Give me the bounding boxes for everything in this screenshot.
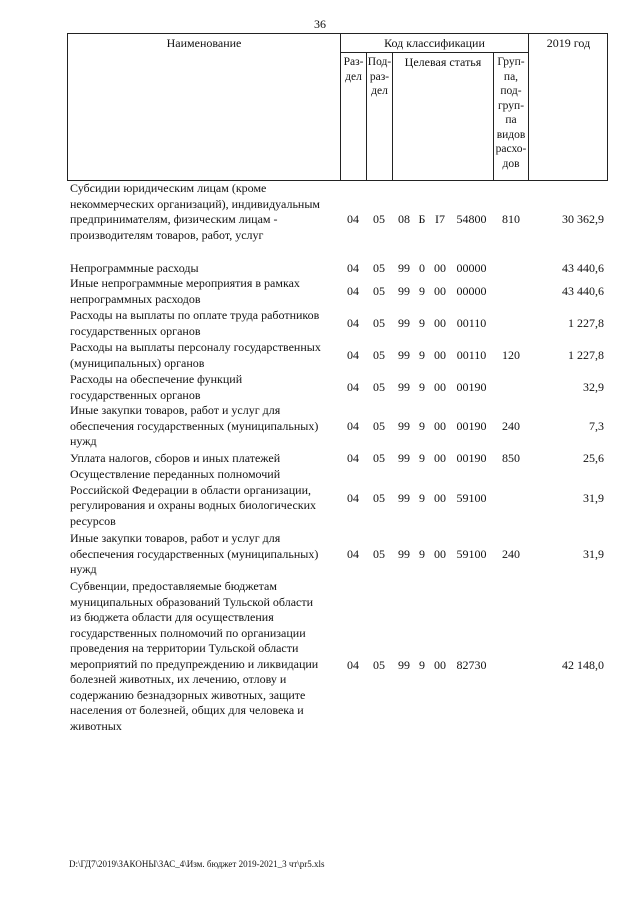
row-subsection: 05	[373, 316, 385, 330]
row-subsection: 05	[373, 419, 385, 433]
row-name: Субвенции, предоставляемые бюджетам муниципальных образований Тульской области из бюджета области для осуществления государственных полномочий по организации проведения на территории Тульской области мероприятий по предупреждению и ликвидации болезней животных, их лечению, отлову и содержанию безнадзорных животных, защите населения от болезней, общих для человека и животных	[70, 579, 319, 733]
row-amount: 31,9	[583, 491, 604, 505]
column-header-section: Раз- дел	[343, 56, 364, 83]
row-name: Непрограммные расходы	[70, 261, 199, 275]
row-target-direction: 00	[434, 380, 446, 394]
row-section: 04	[347, 547, 359, 561]
row-name: Уплата налогов, сборов и иных платежей	[70, 451, 281, 465]
row-target-code: 00110	[456, 348, 487, 362]
row-target-direction: 00	[434, 547, 446, 561]
row-amount: 43 440,6	[562, 261, 604, 275]
row-subsection: 05	[373, 348, 385, 362]
row-name: Иные закупки товаров, работ и услуг для обеспечения государственных (муниципальных) нужд	[70, 403, 319, 448]
row-section: 04	[347, 658, 359, 672]
row-target-subprogram: 9	[419, 284, 425, 298]
row-amount: 31,9	[583, 547, 604, 561]
row-target-code: 00110	[456, 316, 487, 330]
row-target-program: 99	[398, 380, 410, 394]
row-amount: 1 227,8	[568, 316, 604, 330]
row-subsection: 05	[373, 212, 385, 226]
row-target-program: 99	[398, 348, 410, 362]
row-target-code: 59100	[456, 491, 487, 505]
row-target-program: 99	[398, 491, 410, 505]
row-target-subprogram: 0	[419, 261, 425, 275]
row-section: 04	[347, 348, 359, 362]
row-amount: 42 148,0	[562, 658, 604, 672]
row-name: Расходы на выплаты по оплате труда работников государственных органов	[70, 308, 320, 338]
row-target-code: 00190	[456, 451, 487, 465]
row-expense-type: 850	[502, 451, 520, 465]
row-expense-type: 240	[502, 419, 520, 433]
row-expense-type: 120	[502, 348, 520, 362]
row-target-program: 99	[398, 547, 410, 561]
row-target-subprogram: 9	[419, 419, 425, 433]
row-target-direction: 00	[434, 451, 446, 465]
row-section: 04	[347, 451, 359, 465]
row-target-code: 00190	[456, 380, 487, 394]
row-expense-type: 240	[502, 547, 520, 561]
row-subsection: 05	[373, 451, 385, 465]
file-path-footer: D:\ГД7\2019\ЗАКОНЫ\ЗАС_4\Изм. бюджет 2019-2021_3 чт\pr5.xls	[69, 859, 325, 869]
row-name: Субсидии юридическим лицам (кроме некоммерческих организаций), индивидуальным предпринимателям, физическим лицам - производителям товаров, работ, услуг	[70, 181, 320, 242]
row-name: Иные непрограммные мероприятия в рамках непрограммных расходов	[70, 276, 300, 306]
row-target-subprogram: 9	[419, 451, 425, 465]
column-header-target-article: Целевая статья	[404, 55, 482, 69]
row-target-direction: 00	[434, 419, 446, 433]
row-name: Осуществление переданных полномочий Российской Федерации в области организации, регулирования и охраны водных биологических ресурсов	[70, 467, 317, 528]
row-target-direction: 00	[434, 284, 446, 298]
row-section: 04	[347, 380, 359, 394]
row-target-subprogram: 9	[419, 658, 425, 672]
column-header-year: 2019 год	[546, 36, 591, 50]
row-amount: 25,6	[583, 451, 604, 465]
row-section: 04	[347, 284, 359, 298]
row-target-code: 82730	[456, 658, 487, 672]
row-amount: 30 362,9	[562, 212, 604, 226]
row-target-program: 99	[398, 261, 410, 275]
row-target-program: 08	[398, 212, 410, 226]
row-amount: 7,3	[589, 419, 604, 433]
row-target-program: 99	[398, 419, 410, 433]
row-target-direction: 00	[434, 658, 446, 672]
row-target-subprogram: 9	[419, 348, 425, 362]
row-target-subprogram: 9	[419, 380, 425, 394]
column-header-name: Наименование	[166, 36, 242, 50]
row-subsection: 05	[373, 547, 385, 561]
row-target-subprogram: Б	[418, 212, 426, 226]
row-section: 04	[347, 261, 359, 275]
row-amount: 43 440,6	[562, 284, 604, 298]
row-target-code: 59100	[456, 547, 487, 561]
row-target-code: 00000	[456, 261, 487, 275]
row-target-direction: 00	[434, 491, 446, 505]
row-target-code: 00000	[456, 284, 487, 298]
row-expense-type: 810	[502, 212, 520, 226]
row-section: 04	[347, 212, 359, 226]
column-header-group: Груп- па, под- груп- па видов расхо- дов	[495, 56, 527, 170]
row-name: Расходы на обеспечение функций государственных органов	[70, 372, 243, 402]
row-subsection: 05	[373, 658, 385, 672]
row-target-subprogram: 9	[419, 316, 425, 330]
row-target-program: 99	[398, 658, 410, 672]
row-section: 04	[347, 491, 359, 505]
row-target-direction: 00	[434, 348, 446, 362]
row-subsection: 05	[373, 380, 385, 394]
row-amount: 1 227,8	[568, 348, 604, 362]
row-target-direction: I7	[435, 212, 445, 226]
row-section: 04	[347, 419, 359, 433]
row-target-program: 99	[398, 284, 410, 298]
row-section: 04	[347, 316, 359, 330]
row-target-subprogram: 9	[419, 547, 425, 561]
row-target-code: 54800	[456, 212, 487, 226]
row-subsection: 05	[373, 261, 385, 275]
row-target-subprogram: 9	[419, 491, 425, 505]
page-number: 36	[314, 17, 326, 31]
row-target-code: 00190	[456, 419, 487, 433]
row-name: Иные закупки товаров, работ и услуг для обеспечения государственных (муниципальных) нужд	[70, 531, 319, 576]
row-target-direction: 00	[434, 316, 446, 330]
row-target-direction: 00	[434, 261, 446, 275]
column-header-subsection: Под- раз- дел	[367, 56, 392, 97]
row-amount: 32,9	[583, 380, 604, 394]
column-header-classification: Код классификации	[384, 36, 485, 50]
row-name: Расходы на выплаты персоналу государственных (муниципальных) органов	[70, 340, 321, 370]
row-subsection: 05	[373, 284, 385, 298]
row-subsection: 05	[373, 491, 385, 505]
row-target-program: 99	[398, 316, 410, 330]
row-target-program: 99	[398, 451, 410, 465]
